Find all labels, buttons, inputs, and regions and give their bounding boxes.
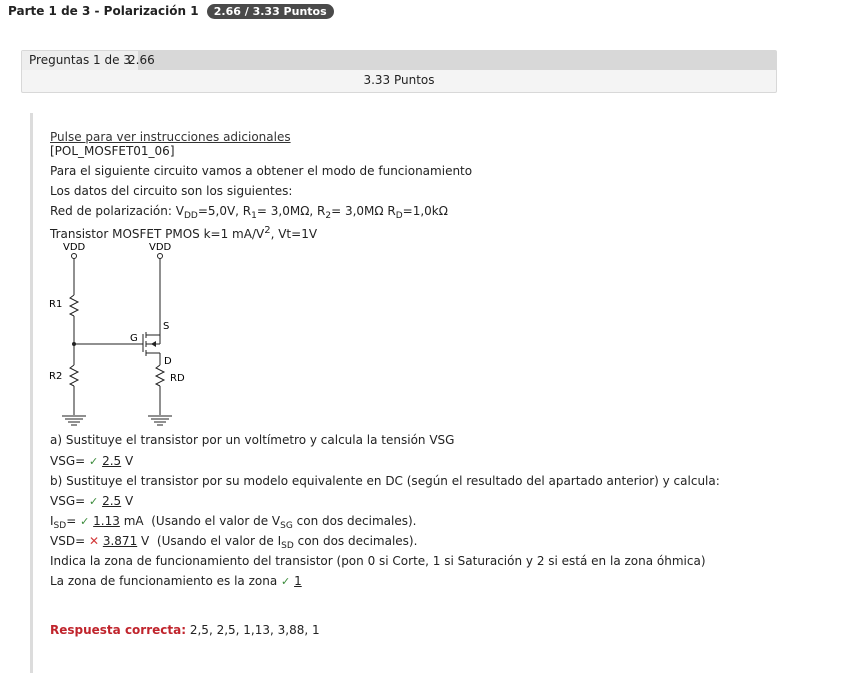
vsd-note-suffix: con dos decimales). [297,534,418,548]
part-title [8,4,334,19]
isd-note-sub: SG [280,521,293,531]
label-vdd-left: VDD [63,242,86,253]
vdd-sub: DD [183,211,198,221]
r2-resistor [70,365,78,386]
r1-sub: 1 [251,211,257,221]
isd-unit: mA [123,514,144,528]
label-r2: R2 [49,371,63,382]
vdd-right-node [158,254,163,259]
r2-value: = 3,0MΩ R [331,204,396,218]
vsd-unit: V [141,534,150,548]
r1-value: = 3,0MΩ, R [256,204,326,218]
check-icon: ✓ [89,495,99,508]
label-vdd-right: VDD [149,242,172,253]
bias-prefix: Red de polarización: V [50,204,184,218]
zone-label: La zona de funcionamiento es la zona [50,574,278,588]
transistor-prefix: Transistor MOSFET PMOS k=1 mA/V [50,227,265,241]
isd-label-eq: = [66,514,77,528]
vsg-a-answer[interactable]: 2.5 [102,454,122,468]
vsg-b-answer[interactable]: 2.5 [102,494,122,508]
isd-label-sub: SD [53,521,67,531]
vsg-a-unit: V [124,454,134,468]
vsg-b-row [50,494,133,509]
vsd-note-sub: SD [281,541,294,551]
vsd-answer[interactable]: 3.871 [102,534,138,548]
isd-note-prefix: (Usando el valor de V [151,514,281,528]
transistor-suffix: , Vt=1V [270,227,318,241]
zone-row [50,574,302,589]
r2-sub: 2 [325,211,332,221]
intro-text: Para el siguiente circuito vamos a obtener el modo de funcionamiento [50,164,473,178]
rd-value: =1,0kΩ [402,204,448,218]
vsg-b-label: VSG= [50,494,86,508]
question-points: 3.33 Puntos [363,73,435,87]
vsd-note-prefix: (Usando el valor de I [156,534,282,548]
question-bar [22,51,776,70]
label-g: G [130,333,138,344]
r1-resistor [70,295,78,316]
label-d: D [164,356,172,367]
vsg-a-label: VSG= [50,454,86,468]
part-a-text: a) Sustituye el transistor por un voltímetro y calcula la tensión VSG [50,433,455,447]
check-icon: ✓ [89,455,99,468]
transistor-text [50,224,317,241]
question-score: 2.66 [128,53,155,67]
transistor-sup: 2 [264,225,271,236]
zone-answer[interactable]: 1 [294,574,302,588]
label-rd: RD [170,373,185,384]
label-s: S [163,321,170,332]
rd-sub: D [395,211,403,221]
isd-row [50,514,416,533]
question-content [30,113,843,673]
zone-instructions: Indica la zona de funcionamiento del transistor (pon 0 si Corte, 1 si Saturación y 2 si está en la zona óhmica) [50,554,706,568]
circuit-diagram [45,240,205,432]
score-badge: 2.66 / 3.33 Puntos [207,4,334,19]
check-icon: ✓ [281,575,291,588]
rd-resistor [156,365,164,386]
correct-answer-value: 2,5, 2,5, 1,13, 3,88, 1 [189,623,320,637]
bias-network-text [50,204,448,223]
part-b-text: b) Sustituye el transistor por su modelo equivalente en DC (según el resultado del apartado anterior) y calcula: [50,474,720,488]
vdd-left-node [72,254,77,259]
vsg-a-row [50,454,133,469]
check-icon: ✓ [80,515,90,528]
instructions-link[interactable]: Pulse para ver instrucciones adicionales [50,130,291,144]
cross-icon: ✕ [88,534,100,548]
data-intro-text: Los datos del circuito son los siguientes: [50,184,293,198]
isd-note-suffix: con dos decimales). [296,514,417,528]
correct-answer-label: Respuesta correcta: [50,623,187,637]
part-title-text: Parte 1 de 3 - Polarización 1 [8,4,199,18]
isd-answer[interactable]: 1.13 [93,514,120,528]
correct-answer-row [50,623,320,637]
vsd-label: VSD= [50,534,86,548]
question-header [21,50,777,93]
question-code: [POL_MOSFET01_06] [50,144,175,158]
vsg-b-unit: V [124,494,134,508]
isd-label: I [50,514,54,528]
vdd-value: =5,0V, R [197,204,252,218]
question-label: Preguntas 1 de 3 [22,51,138,70]
label-r1: R1 [49,299,63,310]
vsd-row [50,534,417,553]
